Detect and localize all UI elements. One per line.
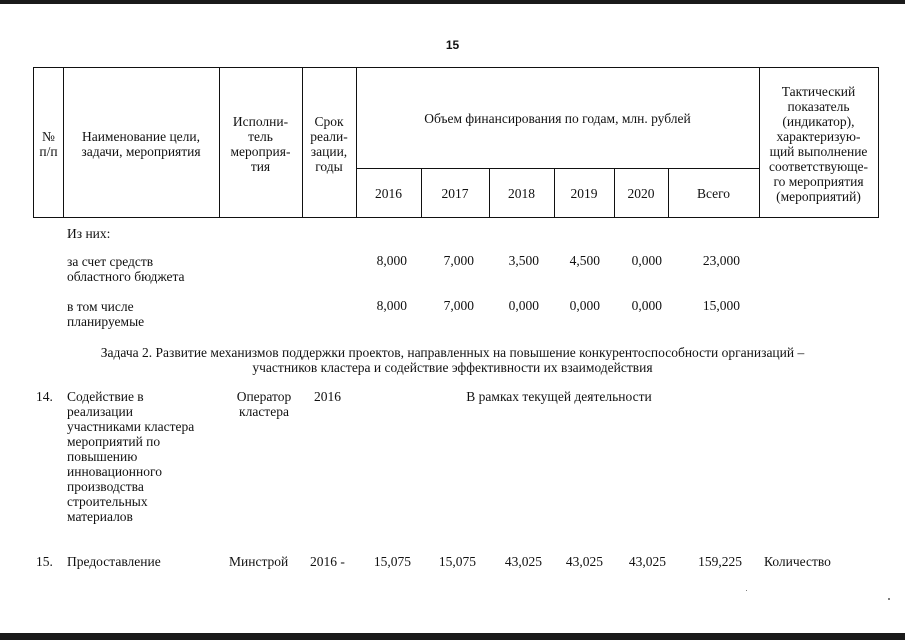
value-cell: 15,075 bbox=[373, 554, 411, 569]
value-cell: 15,000 bbox=[702, 298, 740, 313]
item-15-executor: Минстрой bbox=[229, 554, 289, 569]
item-15-period: 2016 - bbox=[310, 554, 345, 569]
planned-label: в том числе планируемые bbox=[67, 299, 145, 329]
page-number: 15 bbox=[445, 38, 460, 52]
value-cell: 0,000 bbox=[569, 298, 600, 313]
header-executor: Исполни- тель мероприя- тия bbox=[230, 113, 291, 174]
value-cell: 3,500 bbox=[508, 253, 539, 268]
item-15-number: 15. bbox=[36, 554, 53, 569]
header-period: Срок реали- зации, годы bbox=[310, 113, 348, 174]
header-total: Всего bbox=[696, 186, 731, 201]
value-cell: 8,000 bbox=[376, 253, 407, 268]
item-14-funding-note: В рамках текущей деятельности bbox=[466, 389, 652, 404]
value-cell: 43,025 bbox=[565, 554, 603, 569]
header-year: 2020 bbox=[627, 186, 655, 201]
value-cell: 15,075 bbox=[438, 554, 476, 569]
table-header bbox=[33, 67, 879, 218]
value-cell: 43,025 bbox=[628, 554, 666, 569]
item-14-number: 14. bbox=[36, 389, 53, 404]
header-name: Наименование цели, задачи, мероприятия bbox=[81, 128, 201, 159]
header-year: 2017 bbox=[441, 186, 469, 201]
header-year: 2018 bbox=[508, 186, 535, 201]
bottom-border bbox=[0, 633, 905, 640]
item-15-name: Предоставление bbox=[67, 554, 161, 569]
item-14-executor: Оператор кластера bbox=[236, 389, 292, 419]
header-number: № п/п bbox=[39, 128, 58, 159]
value-cell: 43,025 bbox=[504, 554, 542, 569]
scan-speck bbox=[888, 598, 890, 600]
regional-budget-label: за счет средств областного бюджета bbox=[67, 254, 185, 284]
value-cell: 4,500 bbox=[569, 253, 600, 268]
header-year: 2019 bbox=[570, 186, 598, 201]
value-cell: 0,000 bbox=[631, 298, 662, 313]
top-border bbox=[0, 0, 905, 4]
value-cell: 23,000 bbox=[702, 253, 740, 268]
value-cell: 7,000 bbox=[443, 298, 474, 313]
header-funding: Объем финансирования по годам, млн. рублей bbox=[424, 110, 691, 126]
of-them-label: Из них: bbox=[67, 226, 111, 241]
scan-speck bbox=[746, 590, 747, 591]
value-cell: 0,000 bbox=[508, 298, 539, 313]
item-14-period: 2016 bbox=[314, 389, 341, 404]
item-15-indicator: Количество bbox=[764, 554, 831, 569]
header-indicator: Тактический показатель (индикатор), характеризую- щий выполнение соответствующе- го мероприятия (мероприятий) bbox=[768, 83, 869, 204]
header-year: 2016 bbox=[375, 186, 402, 201]
value-cell: 0,000 bbox=[631, 253, 662, 268]
value-cell: 159,225 bbox=[698, 554, 742, 569]
item-14-name: Содействие в реализации участниками кластера мероприятий по повышению инновационного производства строительных материалов bbox=[67, 389, 195, 524]
value-cell: 7,000 bbox=[443, 253, 474, 268]
task-2-heading: Задача 2. Развитие механизмов поддержки проектов, направленных на повышение конкурентоспособности организаций – участников кластера и содействие эффективности их взаимодействия bbox=[100, 345, 805, 375]
value-cell: 8,000 bbox=[376, 298, 407, 313]
